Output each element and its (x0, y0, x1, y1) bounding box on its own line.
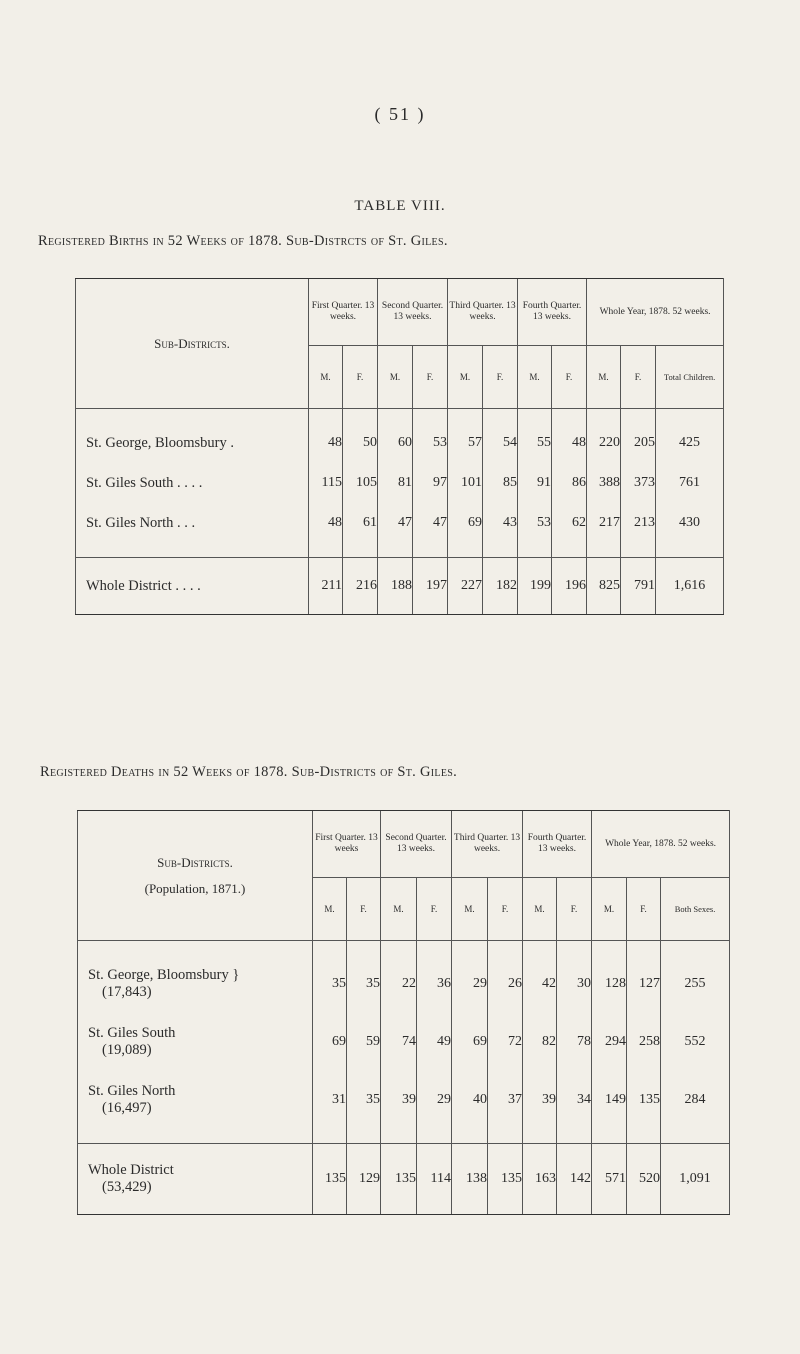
cell: 74 (381, 1013, 417, 1071)
f-header: F. (343, 346, 378, 409)
table-row (76, 423, 724, 463)
cell: 62 (552, 503, 587, 543)
cell: 127 (627, 955, 661, 1013)
cell: 26 (488, 955, 523, 1013)
cell: 39 (523, 1071, 557, 1129)
district-name (78, 1013, 313, 1071)
total-row (76, 558, 724, 615)
district-name: St. Giles South . . . . (76, 463, 309, 503)
m-header: M. (587, 346, 621, 409)
deaths-table (77, 810, 730, 1215)
district-name: St. Giles North . . . (76, 503, 309, 543)
cell: 284 (661, 1071, 730, 1129)
cell: 91 (518, 463, 552, 503)
m-header: M. (523, 878, 557, 941)
cell: 114 (417, 1144, 452, 1215)
table-row (78, 955, 730, 1013)
cell: 216 (343, 558, 378, 615)
cell: 199 (518, 558, 552, 615)
cell: 196 (552, 558, 587, 615)
cell: 1,616 (656, 558, 724, 615)
table-row (76, 463, 724, 503)
district-population: (16,497) (102, 1100, 152, 1116)
cell: 213 (621, 503, 656, 543)
whole-year-header: Whole Year, 1878. 52 weeks. (592, 811, 730, 878)
district-name (78, 1071, 313, 1129)
cell: 197 (413, 558, 448, 615)
m-header: M. (452, 878, 488, 941)
cell: 97 (413, 463, 448, 503)
cell: 1,091 (661, 1144, 730, 1215)
cell: 53 (413, 423, 448, 463)
whole-year-header: Whole Year, 1878. 52 weeks. (587, 279, 724, 346)
cell: 128 (592, 955, 627, 1013)
m-header: M. (592, 878, 627, 941)
quarter-header: Fourth Quarter. 13 weeks. (518, 279, 587, 346)
quarter-header: First Quarter. 13 weeks (313, 811, 381, 878)
cell: 552 (661, 1013, 730, 1071)
cell: 29 (417, 1071, 452, 1129)
cell: 49 (417, 1013, 452, 1071)
population-label: (Population, 1871.) (144, 880, 246, 896)
cell: 105 (343, 463, 378, 503)
district-name: St. George, Bloomsbury } (17,843) (78, 955, 313, 1013)
cell: 217 (587, 503, 621, 543)
cell: 54 (483, 423, 518, 463)
cell: 761 (656, 463, 724, 503)
cell: 81 (378, 463, 413, 503)
f-header: F. (627, 878, 661, 941)
m-header: M. (309, 346, 343, 409)
cell: 135 (313, 1144, 347, 1215)
sub-districts-header (78, 811, 313, 941)
cell: 373 (621, 463, 656, 503)
cell: 69 (313, 1013, 347, 1071)
deaths-header-row (78, 811, 730, 878)
cell: 42 (523, 955, 557, 1013)
births-caption: Registered Births in 52 Weeks of 1878. Sub-Distrcts of St. Giles. (38, 233, 448, 249)
cell: 47 (413, 503, 448, 543)
cell: 30 (557, 955, 592, 1013)
m-header: M. (378, 346, 413, 409)
cell: 69 (452, 1013, 488, 1071)
cell: 72 (488, 1013, 523, 1071)
total-row (78, 1144, 730, 1215)
sub-districts-header: Sub-Districts. (76, 279, 309, 409)
quarter-header: First Quarter. 13 weeks. (309, 279, 378, 346)
f-header: F. (557, 878, 592, 941)
cell: 59 (347, 1013, 381, 1071)
cell: 138 (452, 1144, 488, 1215)
cell: 29 (452, 955, 488, 1013)
cell: 142 (557, 1144, 592, 1215)
quarter-header: Second Quarter. 13 weeks. (378, 279, 448, 346)
cell: 57 (448, 423, 483, 463)
table-row (78, 1071, 730, 1129)
f-header: F. (483, 346, 518, 409)
cell: 53 (518, 503, 552, 543)
cell: 43 (483, 503, 518, 543)
cell: 101 (448, 463, 483, 503)
cell: 48 (552, 423, 587, 463)
quarter-header: Third Quarter. 13 weeks. (452, 811, 523, 878)
cell: 34 (557, 1071, 592, 1129)
cell: 220 (587, 423, 621, 463)
f-header: F. (488, 878, 523, 941)
f-header: F. (621, 346, 656, 409)
quarter-header: Second Quarter. 13 weeks. (381, 811, 452, 878)
cell: 69 (448, 503, 483, 543)
cell: 149 (592, 1071, 627, 1129)
cell: 135 (488, 1144, 523, 1215)
district-label: Whole District (88, 1162, 174, 1178)
cell: 48 (309, 423, 343, 463)
district-label: St. George, Bloomsbury (88, 967, 229, 983)
district-label: St. Giles South (88, 1025, 176, 1041)
cell: 37 (488, 1071, 523, 1129)
district-population: (53,429) (102, 1179, 152, 1195)
table-title: TABLE VIII. (354, 198, 446, 214)
cell: 47 (378, 503, 413, 543)
births-header-row (76, 279, 724, 346)
cell: 78 (557, 1013, 592, 1071)
district-label: St. Giles North (88, 1083, 176, 1099)
cell: 50 (343, 423, 378, 463)
cell: 55 (518, 423, 552, 463)
cell: 388 (587, 463, 621, 503)
m-header: M. (381, 878, 417, 941)
cell: 40 (452, 1071, 488, 1129)
cell: 31 (313, 1071, 347, 1129)
cell: 48 (309, 503, 343, 543)
cell: 135 (627, 1071, 661, 1129)
cell: 791 (621, 558, 656, 615)
m-header: M. (448, 346, 483, 409)
district-name (78, 1144, 313, 1215)
cell: 182 (483, 558, 518, 615)
total-children-header: Total Children. (656, 346, 724, 409)
m-header: M. (313, 878, 347, 941)
cell: 85 (483, 463, 518, 503)
cell: 188 (378, 558, 413, 615)
cell: 205 (621, 423, 656, 463)
cell: 255 (661, 955, 730, 1013)
district-name: Whole District . . . . (76, 558, 309, 615)
table-row (76, 503, 724, 543)
cell: 571 (592, 1144, 627, 1215)
cell: 227 (448, 558, 483, 615)
quarter-header: Fourth Quarter. 13 weeks. (523, 811, 592, 878)
both-sexes-header: Both Sexes. (661, 878, 730, 941)
cell: 825 (587, 558, 621, 615)
deaths-caption: Registered Deaths in 52 Weeks of 1878. Sub-Districts of St. Giles. (40, 764, 458, 780)
f-header: F. (347, 878, 381, 941)
cell: 135 (381, 1144, 417, 1215)
cell: 35 (347, 955, 381, 1013)
cell: 36 (417, 955, 452, 1013)
cell: 163 (523, 1144, 557, 1215)
f-header: F. (552, 346, 587, 409)
cell: 520 (627, 1144, 661, 1215)
births-table (75, 278, 724, 615)
district-name: St. George, Bloomsbury . (76, 423, 309, 463)
cell: 86 (552, 463, 587, 503)
cell: 115 (309, 463, 343, 503)
m-header: M. (518, 346, 552, 409)
cell: 39 (381, 1071, 417, 1129)
cell: 35 (347, 1071, 381, 1129)
f-header: F. (417, 878, 452, 941)
sub-districts-label: Sub-Districts. (157, 854, 233, 870)
cell: 22 (381, 955, 417, 1013)
district-population: (17,843) (102, 984, 152, 1000)
cell: 129 (347, 1144, 381, 1215)
cell: 60 (378, 423, 413, 463)
cell: 425 (656, 423, 724, 463)
cell: 258 (627, 1013, 661, 1071)
f-header: F. (413, 346, 448, 409)
cell: 82 (523, 1013, 557, 1071)
cell: 211 (309, 558, 343, 615)
page-number: ( 51 ) (374, 104, 426, 124)
cell: 294 (592, 1013, 627, 1071)
cell: 35 (313, 955, 347, 1013)
cell: 61 (343, 503, 378, 543)
table-row (78, 1013, 730, 1071)
cell: 430 (656, 503, 724, 543)
quarter-header: Third Quarter. 13 weeks. (448, 279, 518, 346)
district-population: (19,089) (102, 1042, 152, 1058)
